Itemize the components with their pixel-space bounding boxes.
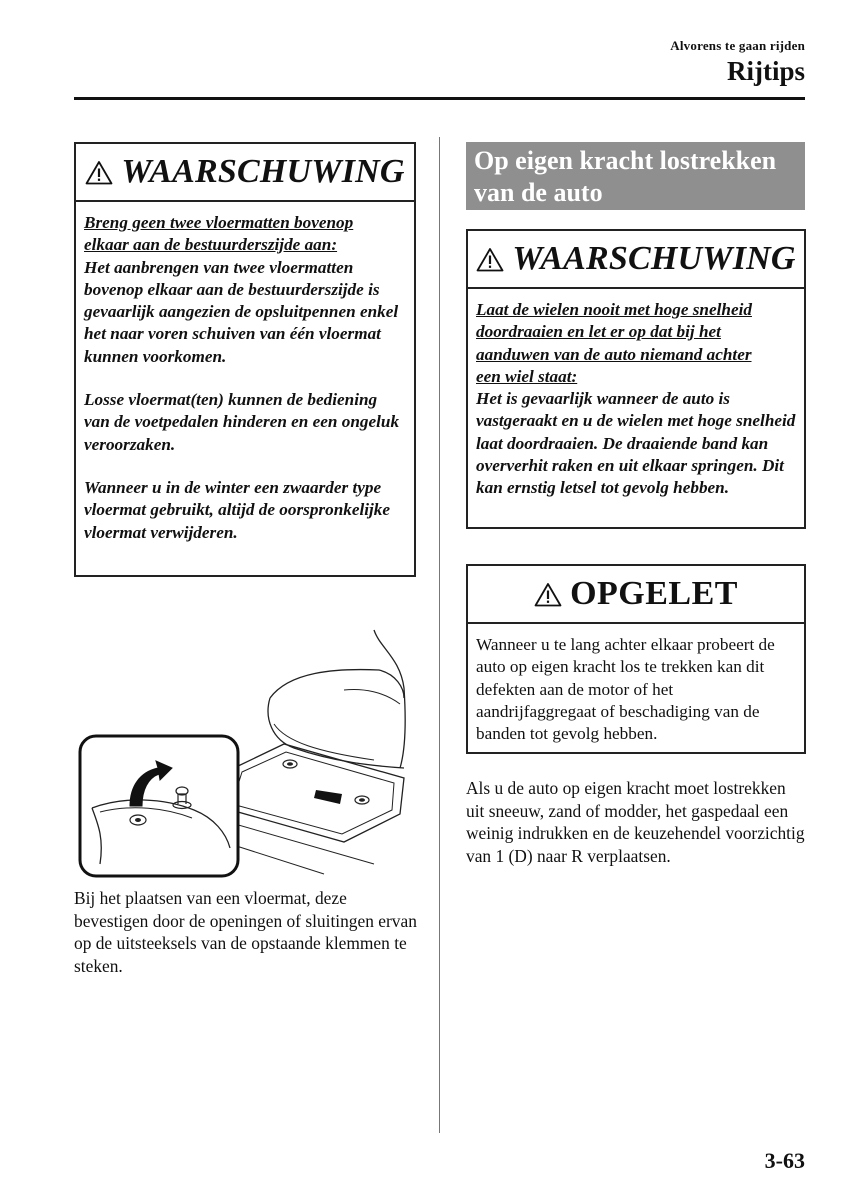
right-section-title: Op eigen kracht lostrekken van de auto [466,142,805,210]
right-warning-heading-line3: aanduwen van de auto niemand achter [476,344,752,364]
right-warning-header [468,231,804,289]
header-rule [74,97,805,100]
column-divider [439,137,440,1133]
right-warning-heading-line1: Laat de wielen nooit met hoge snelheid [476,300,752,319]
caution-title: OPGELET [570,575,738,612]
left-warning-body3: Wanneer u in de winter een zwaarder type vloermat gebruikt, altijd de oorspronkelijke vloermat verwijderen. [84,477,391,542]
left-caption: Bij het plaatsen van een vloermat, deze bevestigen door de openingen of sluitingen ervan op de uitsteeksels van de opstaande klemmen te steken. [74,888,417,976]
caution-header [468,566,804,624]
left-warning-header [76,144,414,202]
left-warning-content [76,202,414,544]
left-warning-title: WAARSCHUWING [121,153,405,190]
right-warning-heading-line2: doordraaien en let er op dat bij het [476,322,721,342]
warning-triangle-icon [476,247,504,272]
left-warning-body1: Het aanbrengen van twee vloermatten bovenop elkaar aan de bestuurderszijde is gevaarlijk aangezien de opsluitpennen enkel het naar voren schuiven van één vloermat kunnen voorkomen. [84,257,399,366]
floor-mat-illustration [74,628,419,878]
page-number: 3-63 [764,1148,805,1173]
right-warning-title: WAARSCHUWING [512,240,796,277]
left-warning-heading-line2: elkaar aan de bestuurderszijde aan: [84,235,338,255]
right-warning-content [468,289,804,500]
right-warning-heading-line4: een wiel staat: [476,366,578,386]
warning-triangle-icon [534,582,562,607]
left-warning-box [74,142,416,577]
page-section-title: Rijtips [726,56,805,86]
left-warning-body2: Losse vloermat(ten) kunnen de bediening van de voetpedalen hinderen en een ongeluk veroorzaken. [84,390,400,454]
caution-box [466,564,806,754]
caution-body: Wanneer u te lang achter elkaar probeert de auto op eigen kracht los te trekken kan dit defekten aan de motor of het aandrijfaggregaat of beschadiging van de banden tot gevolg hebben. [476,635,775,744]
left-warning-heading-line1: Breng geen twee vloermatten bovenop [84,213,354,232]
right-warning-body: Het is gevaarlijk wanneer de auto is vastgeraakt en u de wielen met hoge snelheid laat doordraaien. De draaiende band kan oververhit raken en uit elkaar springen. Dit kan ernstig letsel tot gevolg hebben. [476,389,796,498]
chapter-label: Alvorens te gaan rijden [670,38,805,53]
warning-triangle-icon [85,160,113,185]
right-warning-box [466,229,806,529]
right-paragraph: Als u de auto op eigen kracht moet lostrekken uit sneeuw, zand of modder, het gaspedaal een weinig indrukken en de keuzehendel voorzichtig van 1 (D) naar R verplaatsen. [466,778,805,866]
